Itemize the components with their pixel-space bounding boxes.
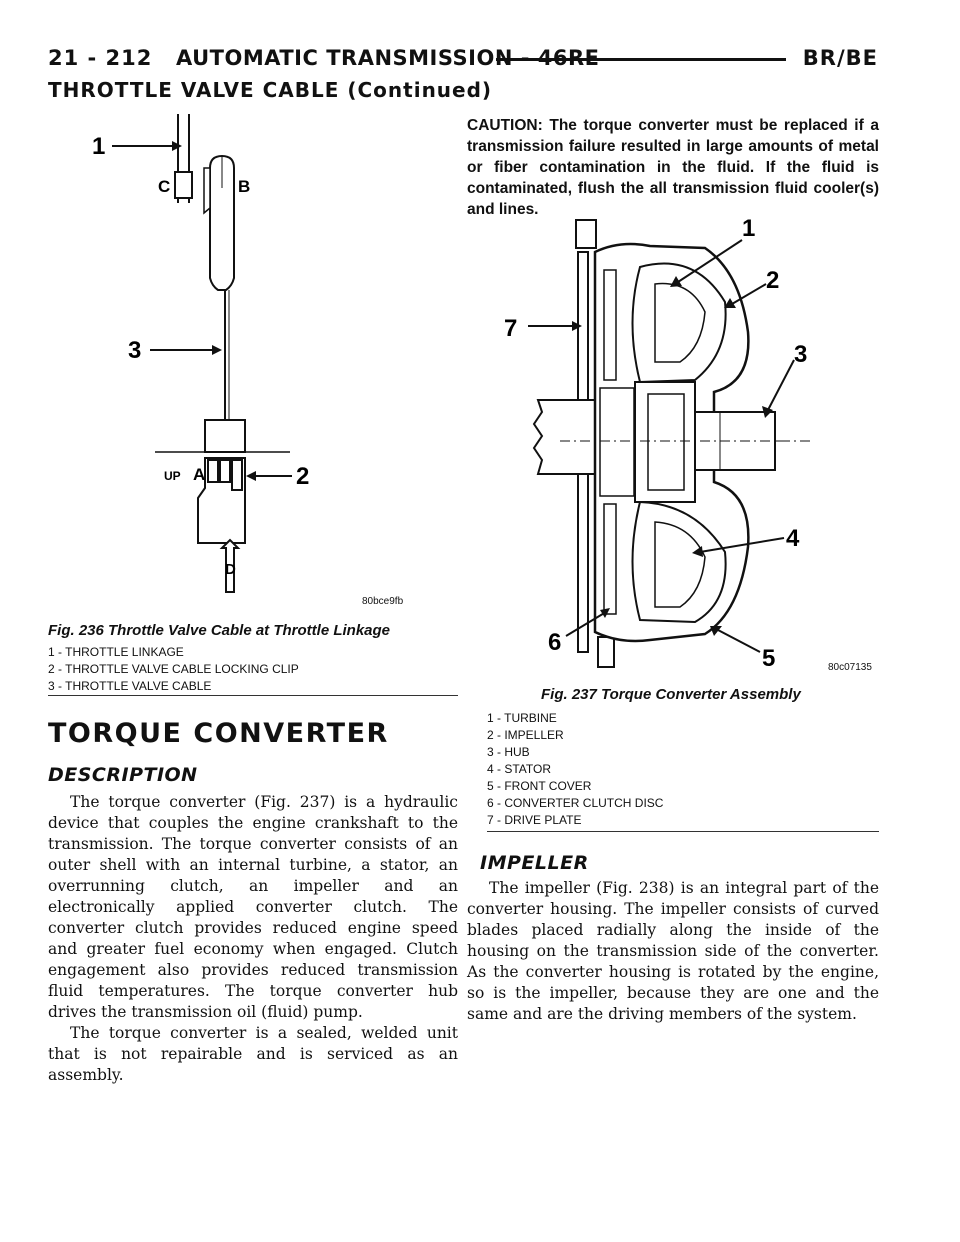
callout-2: 2 xyxy=(766,267,780,294)
legend-item: 6 - CONVERTER CLUTCH DISC xyxy=(487,796,664,810)
callout-7: 7 xyxy=(504,315,518,342)
caution-note: CAUTION: The torque converter must be replaced if a transmission failure resulted in large amounts of metal or fiber contamination in the fluid. If the fluid is contaminated, flush the all transmission fluid cooler(s) and lines. xyxy=(467,117,879,218)
page-header xyxy=(48,44,878,74)
legend-item: 2 - IMPELLER xyxy=(487,728,564,742)
callout-3: 3 xyxy=(128,337,142,364)
header-rule xyxy=(496,58,786,61)
label-b: B xyxy=(238,177,251,196)
legend-item: 7 - DRIVE PLATE xyxy=(487,813,582,827)
label-a: A xyxy=(193,465,206,484)
label-c: C xyxy=(158,177,171,196)
callout-1: 1 xyxy=(92,133,106,160)
legend-item: 4 - STATOR xyxy=(487,762,552,776)
figure-236-rule xyxy=(48,695,458,696)
figure-236-caption: Fig. 236 Throttle Valve Cable at Throttle Linkage xyxy=(48,622,391,639)
callout-5: 5 xyxy=(762,645,776,672)
header-model: BR/BE xyxy=(802,46,878,70)
figure-236-legend xyxy=(48,644,299,695)
continued-heading: THROTTLE VALVE CABLE (Continued) xyxy=(48,78,493,102)
label-up: UP xyxy=(164,469,181,483)
callout-3: 3 xyxy=(794,341,808,368)
paragraph: The impeller (Fig. 238) is an integral part of the converter housing. The impeller consists of curved blades placed radially along the inside of the housing on the transmission side of the converter. As the converter housing is rotated by the engine, so is the impeller, because they are one and the same and are the driving members of the system. xyxy=(467,879,879,1023)
paragraph: The torque converter (Fig. 237) is a hydraulic device that couples the engine crankshaft to the transmission. The torque converter consists of an outer shell with an internal turbine, a stator, an overrunning clutch, an impeller and an electronically applied converter clutch. The converter clutch provides reduced engine speed and greater fuel economy when engaged. Clutch engagement also provides reduced transmission fluid temperatures. The torque converter hub drives the transmission oil (fluid) pump. xyxy=(48,793,458,1021)
callout-4: 4 xyxy=(786,525,800,552)
figure-237-legend xyxy=(487,710,663,829)
legend-item: 3 - THROTTLE VALVE CABLE xyxy=(48,679,212,693)
label-d: D xyxy=(225,561,236,578)
figure-237-rule xyxy=(487,831,879,832)
callout-6: 6 xyxy=(548,629,562,656)
callout-1: 1 xyxy=(742,215,756,242)
page-number: 21 - 212 xyxy=(48,46,153,70)
callout-2: 2 xyxy=(296,463,310,490)
figure-236-code: 80bce9fb xyxy=(362,596,404,607)
figure-236-illustration xyxy=(60,108,450,608)
description-heading: DESCRIPTION xyxy=(48,764,198,786)
paragraph: The torque converter is a sealed, welded unit that is not repairable and is serviced as an assembly. xyxy=(48,1024,458,1084)
description-body xyxy=(48,792,458,1086)
figure-237-illustration xyxy=(490,212,880,682)
legend-item: 1 - TURBINE xyxy=(487,711,557,725)
figure-237-caption: Fig. 237 Torque Converter Assembly xyxy=(541,686,801,703)
section-title: TORQUE CONVERTER xyxy=(48,718,389,749)
header-title: AUTOMATIC TRANSMISSION - 46RE xyxy=(176,46,600,70)
impeller-body xyxy=(467,878,879,1025)
legend-item: 2 - THROTTLE VALVE CABLE LOCKING CLIP xyxy=(48,662,299,676)
impeller-heading: IMPELLER xyxy=(480,852,589,874)
legend-item: 1 - THROTTLE LINKAGE xyxy=(48,645,184,659)
figure-237-code: 80c07135 xyxy=(828,662,872,673)
legend-item: 3 - HUB xyxy=(487,745,530,759)
legend-item: 5 - FRONT COVER xyxy=(487,779,592,793)
